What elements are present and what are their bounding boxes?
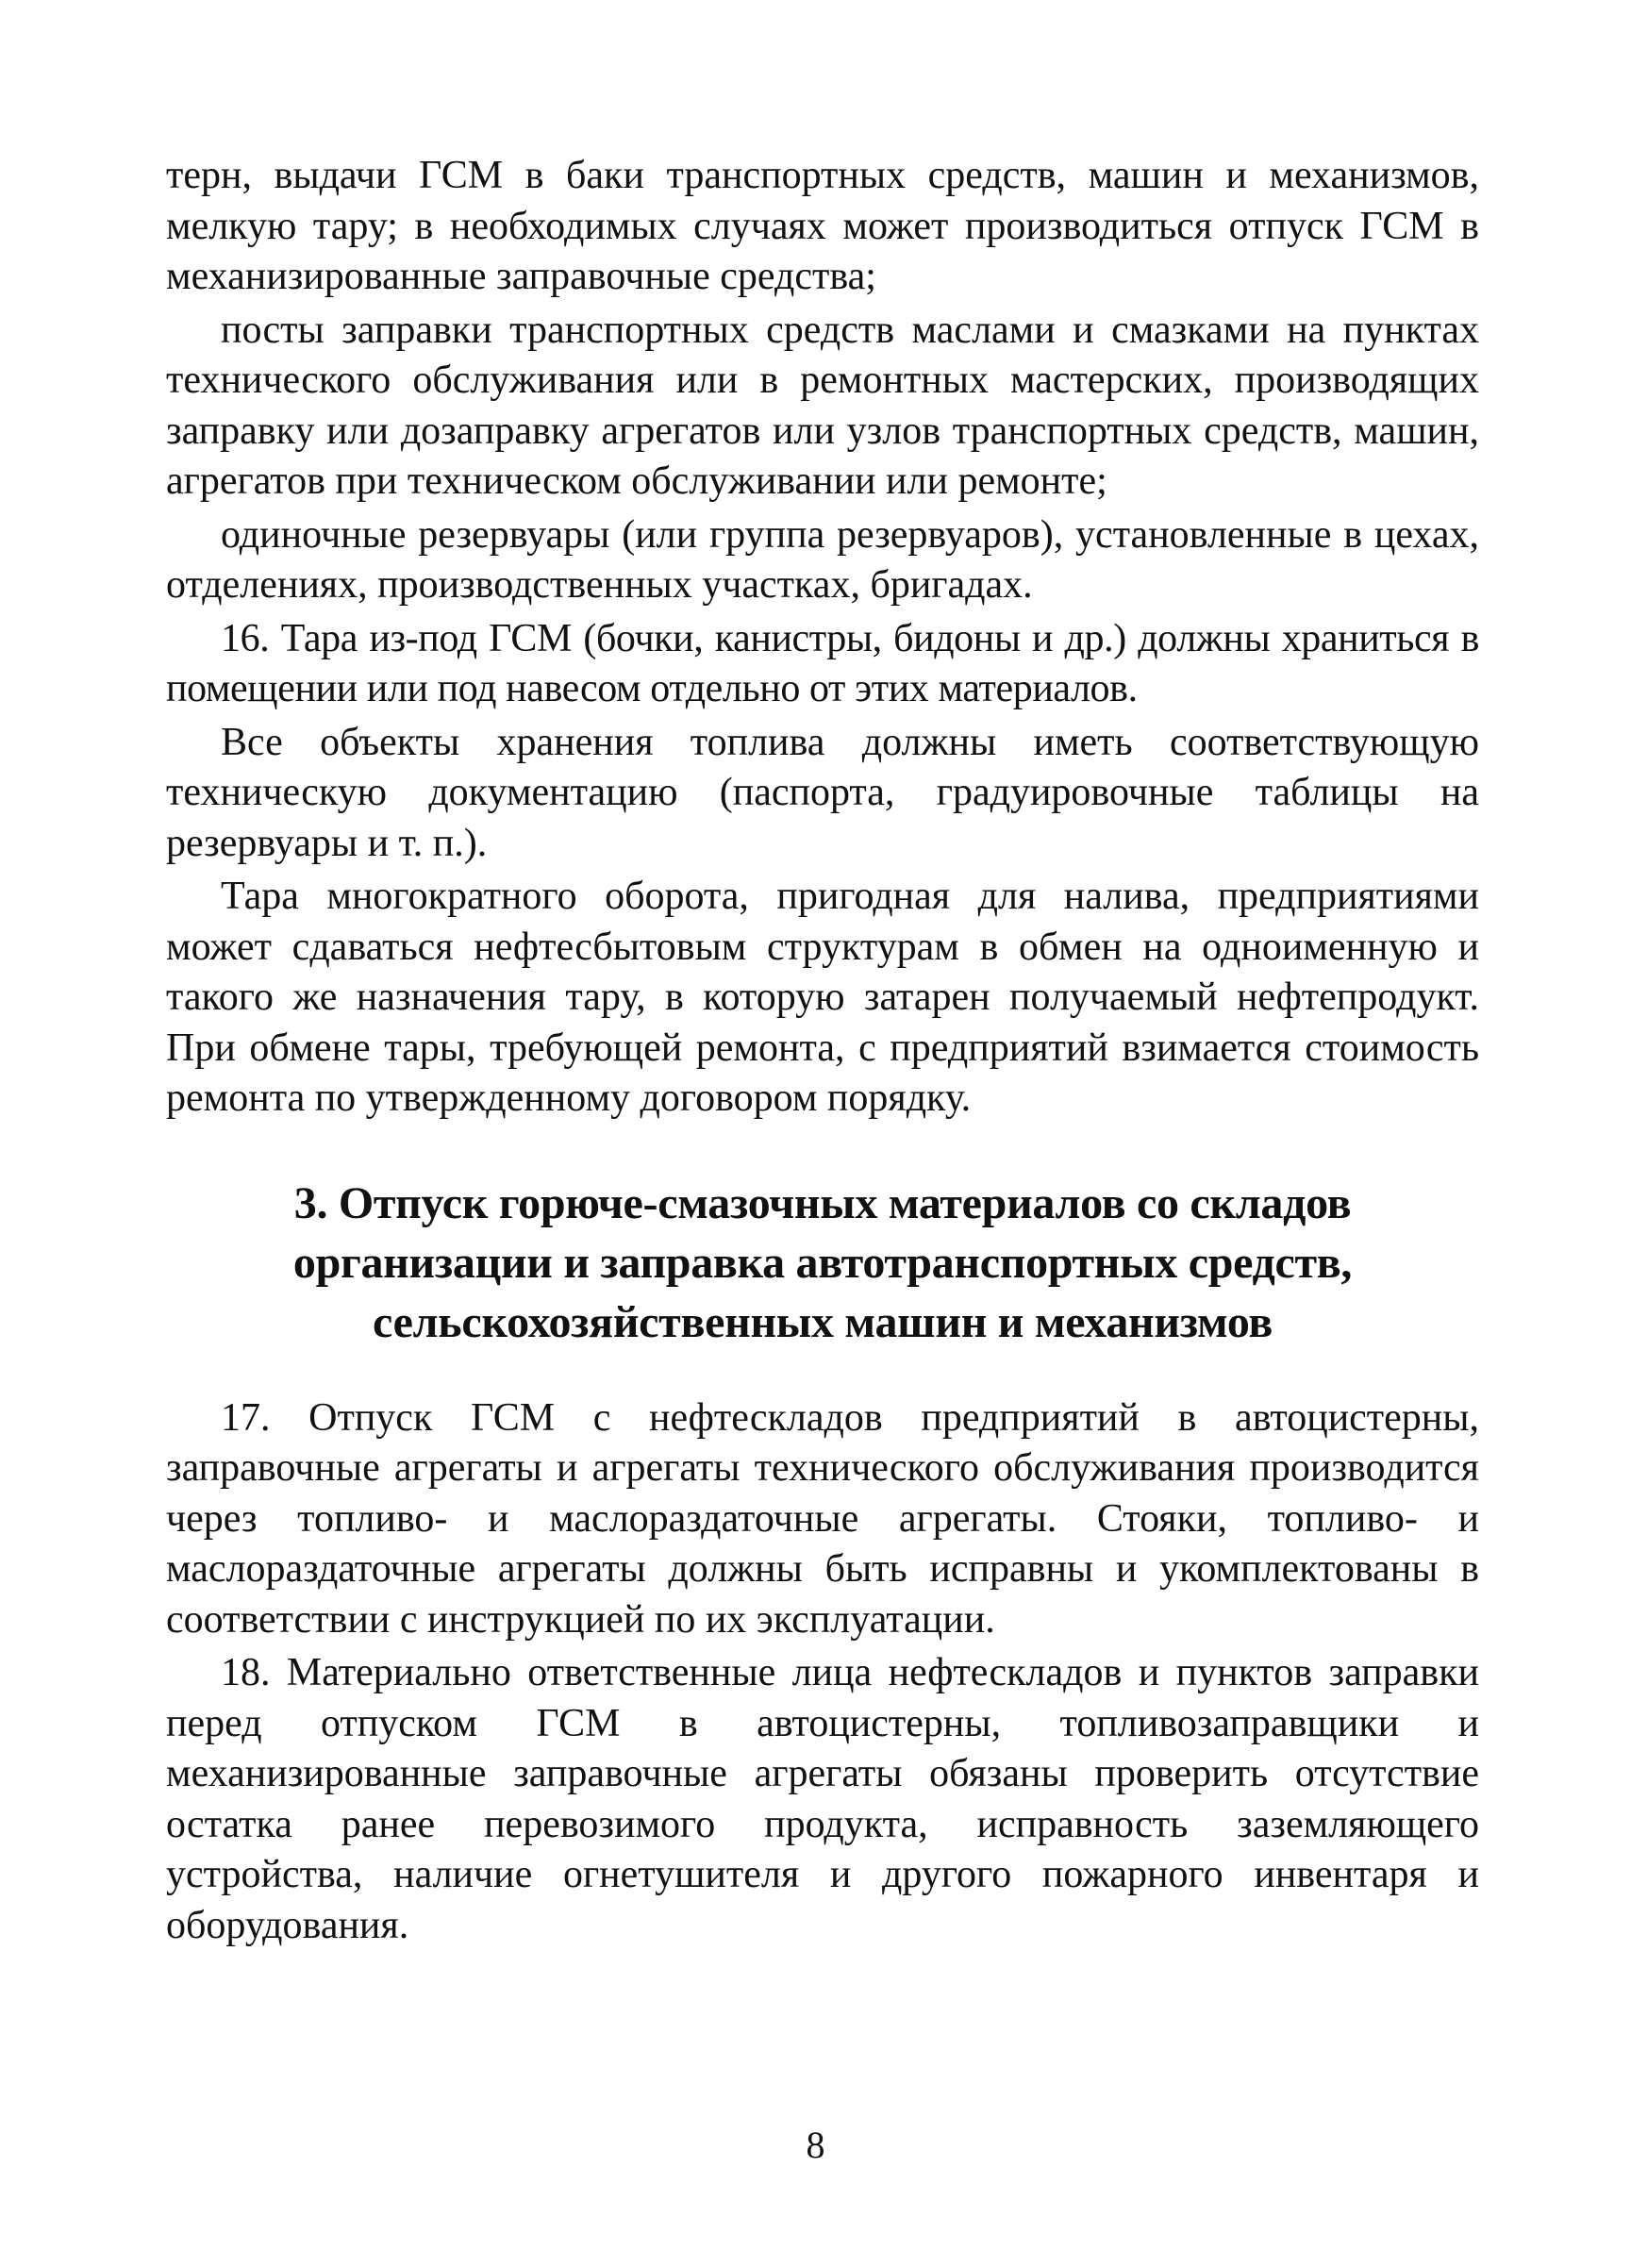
section-heading-line-2: организации и заправка автотранспортных средств, [292,1237,1353,1288]
section-heading-line-1: 3. Отпуск горюче-смазочных материалов со складов [293,1177,1352,1228]
section-heading-line-3: сельскохозяйственных машин и механизмов [373,1296,1273,1347]
paragraph-17: 17. Отпуск ГСМ с нефтескладов предприятий в автоцистерны, заправочные агрегаты и агрегаты технического обслуживания производится через топливо- и маслораздаточные агрегаты. Стояки, топливо- и маслораздаточные агрегаты должны быть исправны и укомплектованы в соответствии с инструкцией по их эксплуатации. [166,1395,1479,1642]
paragraph-single-tanks: одиночные резервуары (или группа резервуаров), установленные в цехах, отделениях, производственных участках, бригадах. [166,512,1479,607]
section-heading [166,1174,1479,1352]
paragraph-continuation: терн, выдачи ГСМ в баки транспортных средств, машин и механизмов, мелкую тару; в необходимых случаях может производиться отпуск ГСМ в механизированные заправочные средства; [166,154,1479,298]
paragraph-documentation: Все объекты хранения топлива должны иметь соответствующую техническую документацию (паспорта, градуировочные таблицы на резервуары и т. п.). [166,720,1479,865]
paragraph-lubrication-posts: посты заправки транспортных средств маслами и смазками на пунктах технического обслуживания или в ремонтных мастерских, производящих заправку или дозаправку агрегатов или узлов транспортных средств, машин, агрегатов при техническом обслуживании или ремонте; [166,308,1479,503]
page-number: 8 [806,2124,825,2166]
paragraph-reusable-containers: Тара многократного оборота, пригодная для налива, предприятиями может сдаваться нефтесбытовым структурам в обмен на одноименную и такого же назначения тару, в которую затарен получаемый нефтепродукт. При обмене тары, требующей ремонта, с предприятий взимается стоимость ремонта по утвержденному договором порядку. [166,875,1479,1120]
paragraph-18: 18. Материально ответственные лица нефтескладов и пунктов заправки перед отпуском ГСМ в автоцистерны, топливозаправщики и механизированные заправочные агрегаты обязаны проверить отсутствие остатка ранее перевозимого продукта, исправность заземляющего устройства, наличие огнетушителя и другого пожарного инвентаря и оборудования. [166,1651,1479,1947]
paragraph-16: 16. Тара из-под ГСМ (бочки, канистры, бидоны и др.) должны храниться в помещении или под навесом отдельно от этих материалов. [166,616,1479,710]
document-page [166,151,1479,1954]
